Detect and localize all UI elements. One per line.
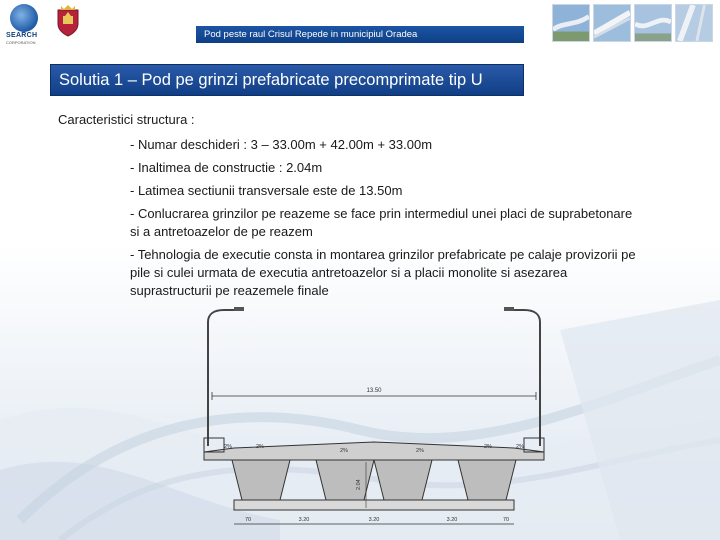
slope-label: 2% <box>256 444 264 450</box>
thumbnail-highway-2 <box>593 4 631 42</box>
u-girder <box>316 460 374 500</box>
list-item: - Conlucrarea grinzilor pe reazeme se face prin intermediul unei placi de suprabetonare si a antretoazelor de pe reazem <box>130 206 633 239</box>
globe-icon <box>10 4 38 32</box>
slope-label: 2% <box>224 444 232 450</box>
thumbnail-highway-1 <box>552 4 590 42</box>
slope-label: 2% <box>416 448 424 454</box>
thumbnail-highway-3 <box>634 4 672 42</box>
list-item: - Latimea sectiunii transversale este de 13.50m <box>130 183 403 198</box>
slope-label: 2% <box>340 448 348 454</box>
logo-text: SEARCH <box>6 32 38 39</box>
characteristics-heading: Caracteristici structura : <box>58 112 195 127</box>
slope-label: 2% <box>484 444 492 450</box>
deck-slab <box>204 442 544 460</box>
lamp-post-right <box>510 310 540 446</box>
header <box>0 0 720 48</box>
crossbeam <box>234 500 514 510</box>
bridge-cross-section-drawing <box>194 302 554 534</box>
section-title: Solutia 1 – Pod pe grinzi prefabricate precomprimate tip U <box>50 64 524 96</box>
spacing-label: 3.20 <box>446 517 458 523</box>
presentation-title-bar: Pod peste raul Crisul Repede in municipiul Oradea <box>196 26 524 43</box>
list-item: - Numar deschideri : 3 – 33.00m + 42.00m + 33.00m <box>130 137 433 152</box>
overall-width-label: 13.50 <box>366 388 382 394</box>
list-item: - Inaltimea de constructie : 2.04m <box>130 160 323 175</box>
slope-label: 2% <box>516 444 524 450</box>
characteristics-list <box>130 136 640 305</box>
search-logo <box>6 4 44 44</box>
spacing-label: 70 <box>244 517 252 523</box>
header-thumbnails <box>552 4 713 42</box>
u-girder <box>458 460 516 500</box>
height-label: 2.04 <box>356 479 362 490</box>
u-girder <box>232 460 290 500</box>
thumbnail-highway-4 <box>675 4 713 42</box>
u-girder <box>374 460 432 500</box>
city-crest-icon <box>56 4 80 38</box>
list-item: - Tehnologia de executie consta in montarea grinzilor prefabricate pe calaje provizorii pe pile si culei urmata de executia antretoazelor si a placii monolite si asezarea suprastructurii pe reazemele finale <box>130 247 636 298</box>
spacing-label: 3.20 <box>368 517 380 523</box>
lamp-post-left <box>208 310 238 446</box>
spacing-label: 70 <box>502 517 510 523</box>
logo-subtext: CORPORATION <box>6 40 36 45</box>
spacing-label: 3.20 <box>298 517 310 523</box>
